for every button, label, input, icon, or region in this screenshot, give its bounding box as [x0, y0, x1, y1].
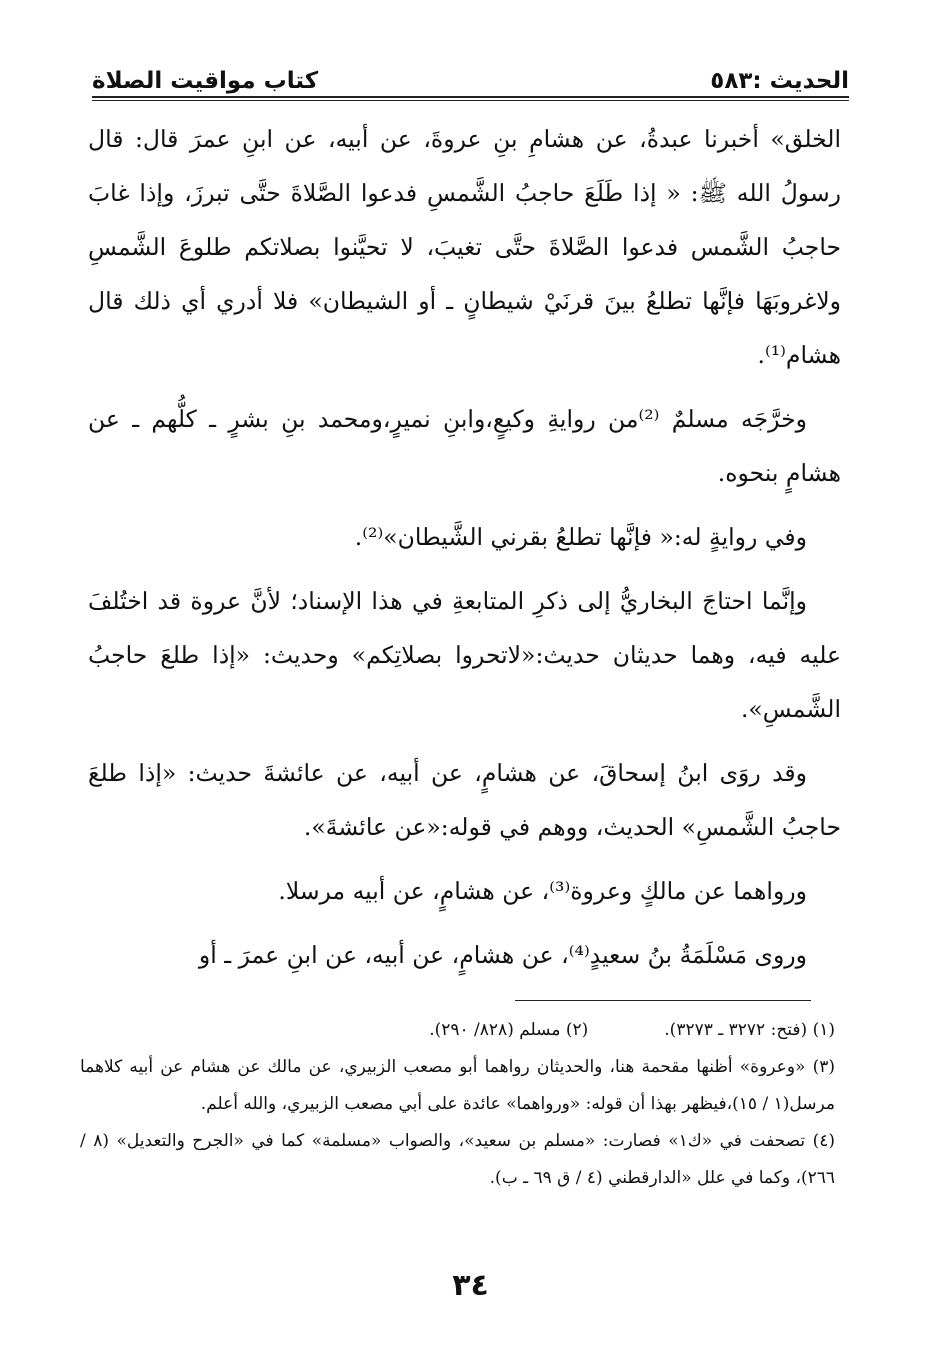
footnote-row — [80, 1012, 835, 1049]
paragraph-1: الخلق» أخبرنا عبدةُ، عن هشامِ بنِ عروةَ، عن أبيه، عن ابنِ عمرَ قال: قال رسولُ الله ﷺ: « إذا طَلَعَ حاجبُ الشَّمسِ فدعوا الصَّلاةَ حتَّى تبرزَ، وإذا غابَ حاجبُ الشَّمس فدعوا الصَّلاةَ حتَّى تغيبَ، لا تحيَّنوا بصلاتكم طلوعَ الشَّمسِ ولاغروبَهَا فإنَّها تطلعُ بينَ قرنَيْ شيطانٍ ـ أو الشيطان» فلا أدري أي ذلك قال هشام⁽¹⁾. — [88, 125, 841, 369]
paragraph-3: وفي روايةٍ له:« فإنَّها تطلعُ بقرني الشَّيطان»⁽²⁾. — [354, 523, 807, 551]
paragraph-6: ورواهما عن مالكٍ وعروة⁽³⁾، عن هشامٍ، عن أبيه مرسلا. — [278, 877, 807, 905]
footnote-1: (١) (فتح: ٣٢٧٢ ـ ٣٢٧٣). — [664, 1020, 835, 1040]
paragraph-2: وخرَّجَه مسلمٌ ⁽²⁾من روايةِ وكيعٍ،وابنِ نميرٍ،ومحمد بنِ بشرٍ ـ كلُّهم ـ عن هشامٍ بنحوه. — [88, 405, 841, 487]
page-number: ٣٤ — [452, 1268, 489, 1303]
paragraph-7: وروى مَسْلَمَةُ بنُ سعيدٍ⁽⁴⁾، عن هشامٍ، عن أبيه، عن ابنِ عمرَ ـ أو — [198, 941, 807, 969]
footnote-2: (٢) مسلم (٨٢٨/ ٢٩٠). — [429, 1020, 589, 1040]
book-title: كتاب مواقيت الصلاة — [92, 68, 319, 94]
main-text — [88, 112, 841, 982]
hadith-number: الحديث :٥٨٣ — [710, 68, 849, 94]
footnote-separator — [515, 1000, 811, 1001]
footnote-3: (٣) «وعروة» أظنها مقحمة هنا، والحديثان رواهما أبو مصعب الزبيري، عن مالك عن هشام عن أبيه كلاهما مرسل(١ / ١٥)،فيظهر بهذا أن قوله: «ورواهما» عائدة على أبي مصعب الزبيري، والله أعلم. — [80, 1057, 835, 1114]
running-header — [92, 54, 849, 94]
header-rule — [92, 96, 849, 101]
paragraph-5: وقد روَى ابنُ إسحاقَ، عن هشامٍ، عن أبيه، عن عائشةَ حديث: «إذا طلعَ حاجبُ الشَّمسِ» الحديث، ووهم في قوله:«عن عائشةَ». — [88, 759, 841, 841]
paragraph-4: وإنَّما احتاجَ البخاريُّ إلى ذكرِ المتابعةِ في هذا الإسناد؛ لأنَّ عروة قد اختُلفَ عليه فيه، وهما حديثان حديث:«لاتحروا بصلاتِكم» وحديث: «إذا طلعَ حاجبُ الشَّمسِ». — [88, 587, 841, 723]
footnotes — [80, 1012, 835, 1197]
footnote-4: (٤) تصحفت في «ك١» فصارت: «مسلم بن سعيد»، والصواب «مسلمة» كما في «الجرح والتعديل» (٨ /٢٦٦)، وكما في علل «الدارقطني (٤ / ق ٦٩ ـ ب). — [80, 1131, 835, 1188]
